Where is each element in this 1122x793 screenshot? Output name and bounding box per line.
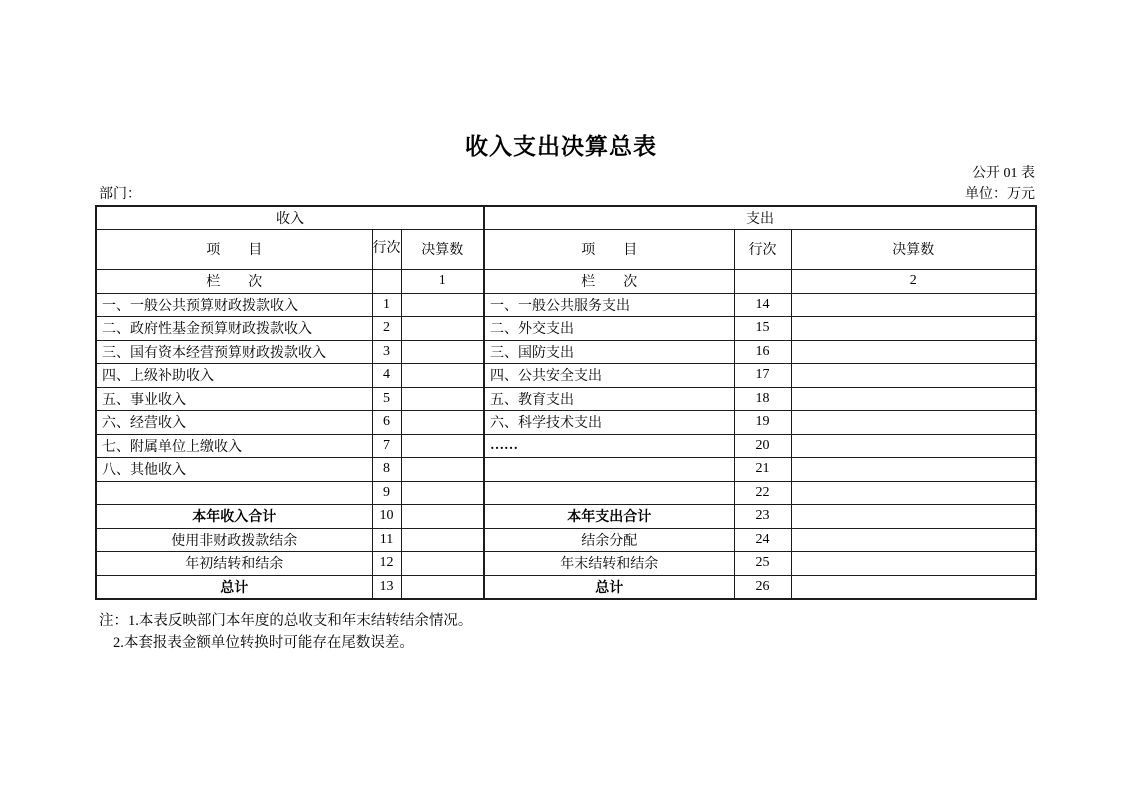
expense-amount-cell [791, 317, 1036, 341]
income-line-number: 2 [372, 317, 401, 341]
income-amount-cell [401, 293, 484, 317]
income-line-no-header: 行次 [372, 229, 401, 269]
table-row [96, 340, 1036, 364]
income-line-number: 10 [372, 505, 401, 529]
expense-line-number: 15 [734, 317, 791, 341]
expense-line-number: 20 [734, 434, 791, 458]
expense-amount-cell [791, 458, 1036, 482]
expense-line-number: 22 [734, 481, 791, 505]
expense-item-cell: …… [484, 434, 734, 458]
income-amount-cell [401, 505, 484, 529]
page-title: 收入支出决算总表 [465, 134, 657, 159]
expense-line-number: 19 [734, 411, 791, 435]
expense-item-cell: 年末结转和结余 [484, 552, 734, 576]
income-amount-cell [401, 340, 484, 364]
income-item-cell: 七、附属单位上缴收入 [96, 434, 372, 458]
expense-line-number: 26 [734, 575, 791, 599]
income-line-number: 9 [372, 481, 401, 505]
expense-line-number: 14 [734, 293, 791, 317]
income-amount-cell [401, 575, 484, 599]
expense-amount-cell [791, 505, 1036, 529]
expense-line-number: 25 [734, 552, 791, 576]
income-amount-cell [401, 317, 484, 341]
empty-cell [734, 269, 791, 293]
expense-amount-cell [791, 340, 1036, 364]
expense-item-cell: 二、外交支出 [484, 317, 734, 341]
table-row [96, 575, 1036, 599]
table-code-label: 公开 01 表 [972, 166, 1035, 181]
expense-band-label: 栏 次 [484, 269, 734, 293]
income-line-number: 5 [372, 387, 401, 411]
expense-item-cell [484, 458, 734, 482]
table-row [96, 458, 1036, 482]
table-row [96, 528, 1036, 552]
income-line-number: 13 [372, 575, 401, 599]
expense-amount-cell [791, 575, 1036, 599]
table-row [96, 434, 1036, 458]
income-item-cell: 五、事业收入 [96, 387, 372, 411]
footnotes [99, 610, 472, 654]
expense-item-cell: 四、公共安全支出 [484, 364, 734, 388]
table-row [96, 505, 1036, 529]
income-line-number: 12 [372, 552, 401, 576]
column-header-row [96, 229, 1036, 269]
expense-amount-cell [791, 293, 1036, 317]
income-item-cell: 六、经营收入 [96, 411, 372, 435]
table-row [96, 317, 1036, 341]
income-item-cell: 三、国有资本经营预算财政拨款收入 [96, 340, 372, 364]
expense-item-cell: 总计 [484, 575, 734, 599]
income-item-cell: 年初结转和结余 [96, 552, 372, 576]
income-amount-cell [401, 387, 484, 411]
expense-item-cell: 本年支出合计 [484, 505, 734, 529]
income-item-cell: 八、其他收入 [96, 458, 372, 482]
income-item-cell: 二、政府性基金预算财政拨款收入 [96, 317, 372, 341]
expense-line-number: 23 [734, 505, 791, 529]
expense-line-no-header: 行次 [734, 229, 791, 269]
income-line-number: 3 [372, 340, 401, 364]
income-line-number: 4 [372, 364, 401, 388]
expense-amount-cell [791, 387, 1036, 411]
expense-column-number: 2 [791, 269, 1036, 293]
income-amount-cell [401, 458, 484, 482]
table-row [96, 411, 1036, 435]
income-line-number: 11 [372, 528, 401, 552]
expense-amount-cell [791, 411, 1036, 435]
expense-amount-cell [791, 528, 1036, 552]
expense-item-cell: 五、教育支出 [484, 387, 734, 411]
expense-line-number: 16 [734, 340, 791, 364]
column-number-row [96, 269, 1036, 293]
income-line-number: 8 [372, 458, 401, 482]
department-label: 部门： [99, 187, 141, 202]
income-item-cell: 四、上级补助收入 [96, 364, 372, 388]
income-amount-header: 决算数 [401, 229, 484, 269]
income-section-header: 收入 [96, 206, 484, 229]
expense-amount-cell [791, 364, 1036, 388]
income-line-number: 1 [372, 293, 401, 317]
section-header-row [96, 206, 1036, 229]
expense-line-number: 21 [734, 458, 791, 482]
empty-cell [372, 269, 401, 293]
footnote-line: 注：1.本表反映部门本年度的总收支和年末结转结余情况。 [99, 613, 473, 629]
income-item-cell: 一、一般公共预算财政拨款收入 [96, 293, 372, 317]
income-amount-cell [401, 528, 484, 552]
expense-line-number: 17 [734, 364, 791, 388]
expense-item-cell: 三、国防支出 [484, 340, 734, 364]
income-amount-cell [401, 434, 484, 458]
table-row [96, 552, 1036, 576]
footnote-line: 2.本套报表金额单位转换时可能存在尾数误差。 [113, 635, 414, 651]
income-amount-cell [401, 481, 484, 505]
income-line-number: 7 [372, 434, 401, 458]
income-amount-cell [401, 552, 484, 576]
income-item-cell: 使用非财政拨款结余 [96, 528, 372, 552]
table-row [96, 364, 1036, 388]
expense-amount-header: 决算数 [791, 229, 1036, 269]
income-item-cell: 本年收入合计 [96, 505, 372, 529]
income-item-header: 项 目 [96, 229, 372, 269]
income-line-number: 6 [372, 411, 401, 435]
summary-table [95, 205, 1037, 600]
table-row [96, 481, 1036, 505]
table-row [96, 293, 1036, 317]
unit-label: 单位：万元 [965, 187, 1035, 202]
expense-section-header: 支出 [484, 206, 1036, 229]
income-amount-cell [401, 411, 484, 435]
expense-line-number: 24 [734, 528, 791, 552]
income-item-cell [96, 481, 372, 505]
expense-item-cell: 六、科学技术支出 [484, 411, 734, 435]
income-band-label: 栏 次 [96, 269, 372, 293]
income-item-cell: 总计 [96, 575, 372, 599]
expense-item-header: 项 目 [484, 229, 734, 269]
expense-item-cell: 结余分配 [484, 528, 734, 552]
expense-line-number: 18 [734, 387, 791, 411]
income-column-number: 1 [401, 269, 484, 293]
expense-amount-cell [791, 481, 1036, 505]
expense-amount-cell [791, 434, 1036, 458]
expense-item-cell [484, 481, 734, 505]
table-row [96, 387, 1036, 411]
expense-amount-cell [791, 552, 1036, 576]
expense-item-cell: 一、一般公共服务支出 [484, 293, 734, 317]
income-amount-cell [401, 364, 484, 388]
